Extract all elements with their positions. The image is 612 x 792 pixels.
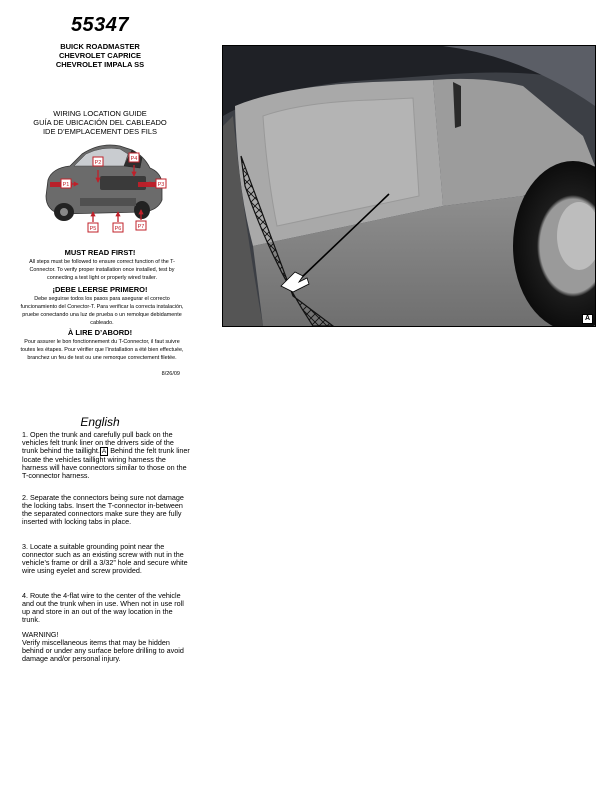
point-label: P7 [137, 224, 145, 230]
instruction-step-3: 3. Locate a suitable grounding point near the connector such as an existing screw with nut in the vehicle’s frame or drill a 3/32” hole and secure white wire using eyelet and screw provided. [22, 542, 188, 576]
step-text: 1. Open the trunk and carefully pull back on the vehicles felt trunk liner on the drivers side of the trunk behind the taillight. [22, 430, 174, 456]
guide-title: GUÍA DE UBICACIÓN DEL CABLEADO [33, 118, 167, 127]
spanish-heading: ¡DEBE LEERSE PRIMERO! [52, 285, 148, 294]
trunk-photo [222, 45, 596, 327]
vehicle-model: BUICK ROADMASTER [60, 42, 140, 51]
step-text: Behind the felt trunk liner locate the vehicles taillight wiring harness the harness will have connectors similar to those on the T-connector harness. [22, 446, 190, 481]
vehicle-model: CHEVROLET IMPALA SS [55, 60, 145, 69]
warning-title: WARNING! [22, 630, 59, 639]
spanish-notice: Debe seguirse todos los pasos para asegurar el correcto funcionamiento del Conector-T. Para verificar la correcta instalación, pruebe conectando una luz de prueba o un remolque debidamente cableado. [20, 296, 184, 326]
photo-label: A [582, 314, 593, 324]
instruction-step-4: 4. Route the 4-flat wire to the center of the vehicle and out the trunk when in use. When not in use roll up and store in an out of the way location in the trunk. [22, 591, 184, 625]
instruction-step-1 [22, 431, 190, 480]
point-label: P2 [94, 160, 102, 166]
point-label: P1 [62, 182, 70, 188]
must-read-heading: MUST READ FIRST! [64, 248, 136, 257]
french-heading: À LIRE D’ABORD! [67, 328, 133, 337]
point-label: P3 [157, 182, 165, 188]
guide-title: IDE D’EMPLACEMENT DES FILS [42, 127, 158, 136]
vehicle-model: CHEVROLET CAPRICE [58, 51, 142, 60]
english-notice: All steps must be followed to ensure correct function of the T-Connector. To verify proper installation once installed, test by connecting a test light or properly wired trailer. [29, 259, 175, 281]
part-number: 55347 [70, 14, 130, 36]
trunk-photo-illustration [223, 46, 595, 326]
english-section-heading: English [80, 415, 120, 429]
french-notice: Pour assurer le bon fonctionnement du T-Connector, il faut suivre toutes les étapes. Pour vérifier que l’installation a été bien effectuée, branchez un feu de test ou une remorque correctement filetée. [20, 339, 184, 361]
revision-date: 8/26/09 [161, 371, 180, 377]
instruction-step-2: 2. Separate the connectors being sure not damage the locking tabs. Insert the T-connector in-between the separated connectors make sure they are fully inserted with locking tabs in place. [22, 493, 184, 527]
photo-reference-box: A [101, 448, 107, 456]
point-label: P6 [114, 226, 122, 232]
warning-text: Verify miscellaneous items that may be hidden behind or under any surface before drilling to avoid damage and/or personal injury. [22, 638, 184, 664]
guide-title: WIRING LOCATION GUIDE [53, 109, 147, 118]
car-wiring-diagram [40, 138, 170, 238]
point-label: P5 [89, 226, 97, 232]
point-label: P4 [130, 156, 138, 162]
